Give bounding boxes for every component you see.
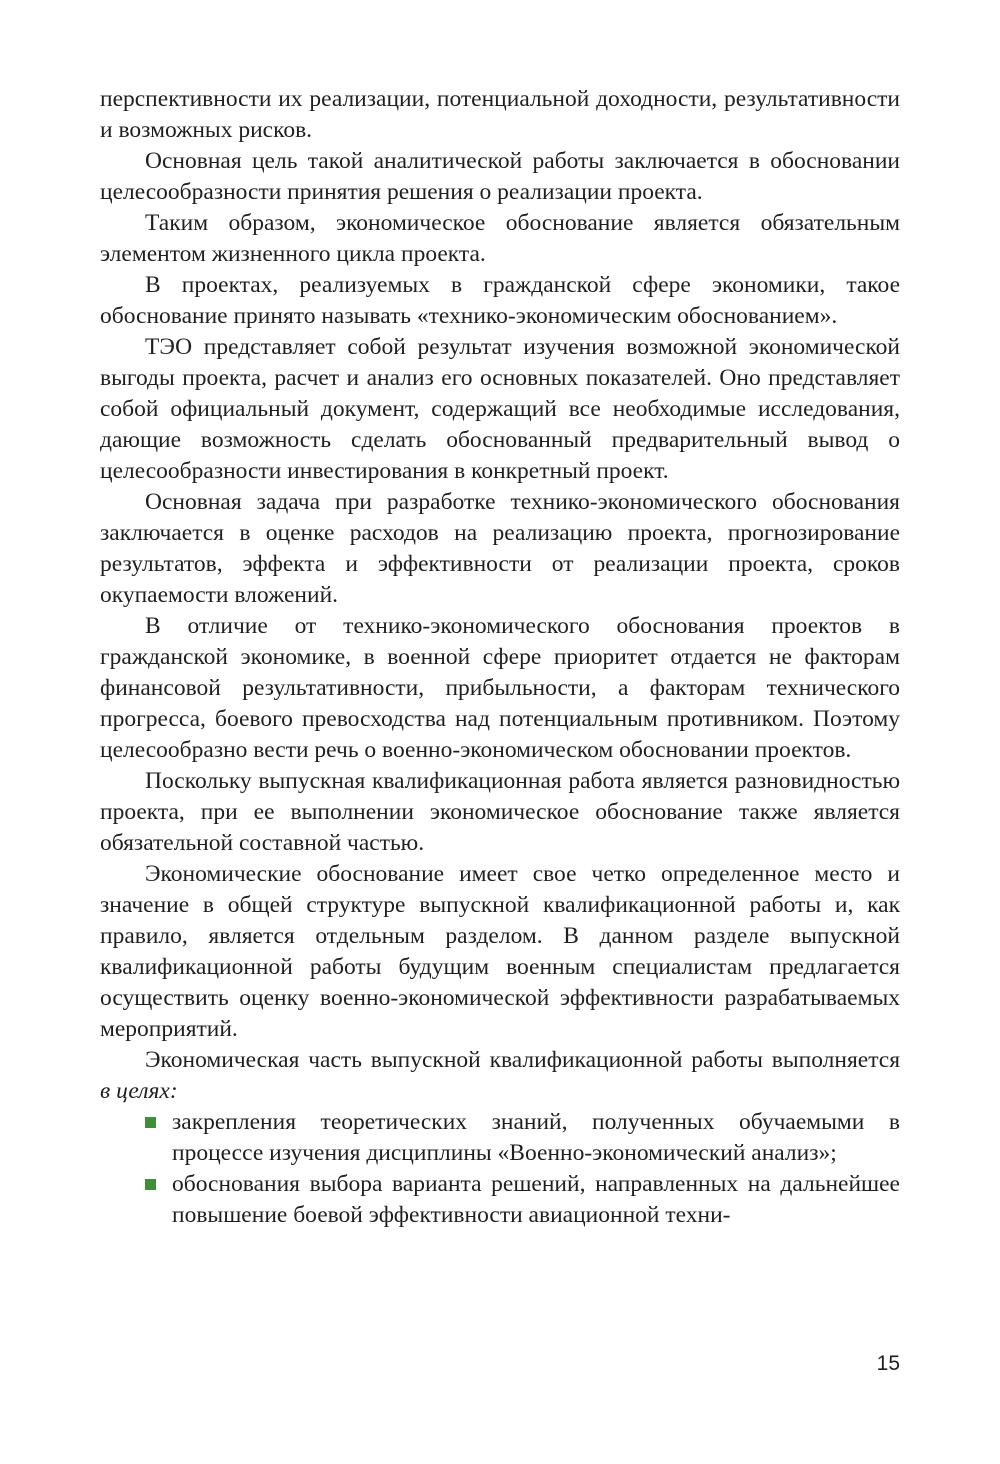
paragraph: Экономические обоснование имеет свое четко определенное место и значение в общей структуре выпускной квалификационной работы и, как правило, является отдельным разделом. В данном разделе выпускной квалификационной работы будущим военным специалистам предлагается осуществить оценку военно-экономической эффективности разрабатываемых мероприятий. <box>100 861 900 1042</box>
paragraph: В отличие от технико-экономического обоснования проектов в гражданской экономике, в военной сфере приоритет отдается не факторам финансовой результативности, прибыльности, а факторам технического прогресса, боевого превосходства над потенциальным противником. Поэтому целесообразно вести речь о военно-экономическом обосновании проектов. <box>100 613 900 763</box>
goals-list <box>100 1107 900 1231</box>
square-bullet-icon <box>145 1179 156 1190</box>
square-bullet-icon <box>145 1117 156 1128</box>
goals-intro-paragraph <box>100 1045 900 1107</box>
goals-intro-emphasis: в целях: <box>100 1078 178 1104</box>
list-item-text: обоснования выбора варианта решений, направленных на дальнейшее повышение боевой эффективности авиационной техни- <box>172 1171 900 1228</box>
goals-intro-text: Экономическая часть выпускной квалификационной работы выполняется <box>145 1047 900 1073</box>
paragraph: Поскольку выпускная квалификационная работа является разновидностью проекта, при ее выполнении экономическое обоснование также является обязательной составной частью. <box>100 768 900 856</box>
paragraph: Основная задача при разработке технико-экономического обоснования заключается в оценке расходов на реализацию проекта, прогнозирование результатов, эффекта и эффективности от реализации проекта, сроков окупаемости вложений. <box>100 489 900 608</box>
paragraph: перспективности их реализации, потенциальной доходности, результативности и возможных рисков. <box>100 86 900 143</box>
list-item <box>100 1169 900 1231</box>
page-body <box>100 84 900 1231</box>
page-number: 15 <box>876 1352 900 1375</box>
paragraph: ТЭО представляет собой результат изучения возможной экономической выгоды проекта, расчет и анализ его основных показателей. Оно представляет собой официальный документ, содержащий все необходимые исследования, дающие возможность сделать обоснованный предварительный вывод о целесообразности инвестирования в конкретный проект. <box>100 334 900 484</box>
paragraph: Основная цель такой аналитической работы заключается в обосновании целесообразности принятия решения о реализации проекта. <box>100 148 900 205</box>
list-item <box>100 1107 900 1169</box>
paragraph: В проектах, реализуемых в гражданской сфере экономики, такое обоснование принято называть «технико-экономическим обоснованием». <box>100 272 900 329</box>
list-item-text: закрепления теоретических знаний, полученных обучаемыми в процессе изучения дисциплины «Военно-экономический анализ»; <box>172 1109 900 1166</box>
paragraph: Таким образом, экономическое обоснование является обязательным элементом жизненного цикла проекта. <box>100 210 900 267</box>
